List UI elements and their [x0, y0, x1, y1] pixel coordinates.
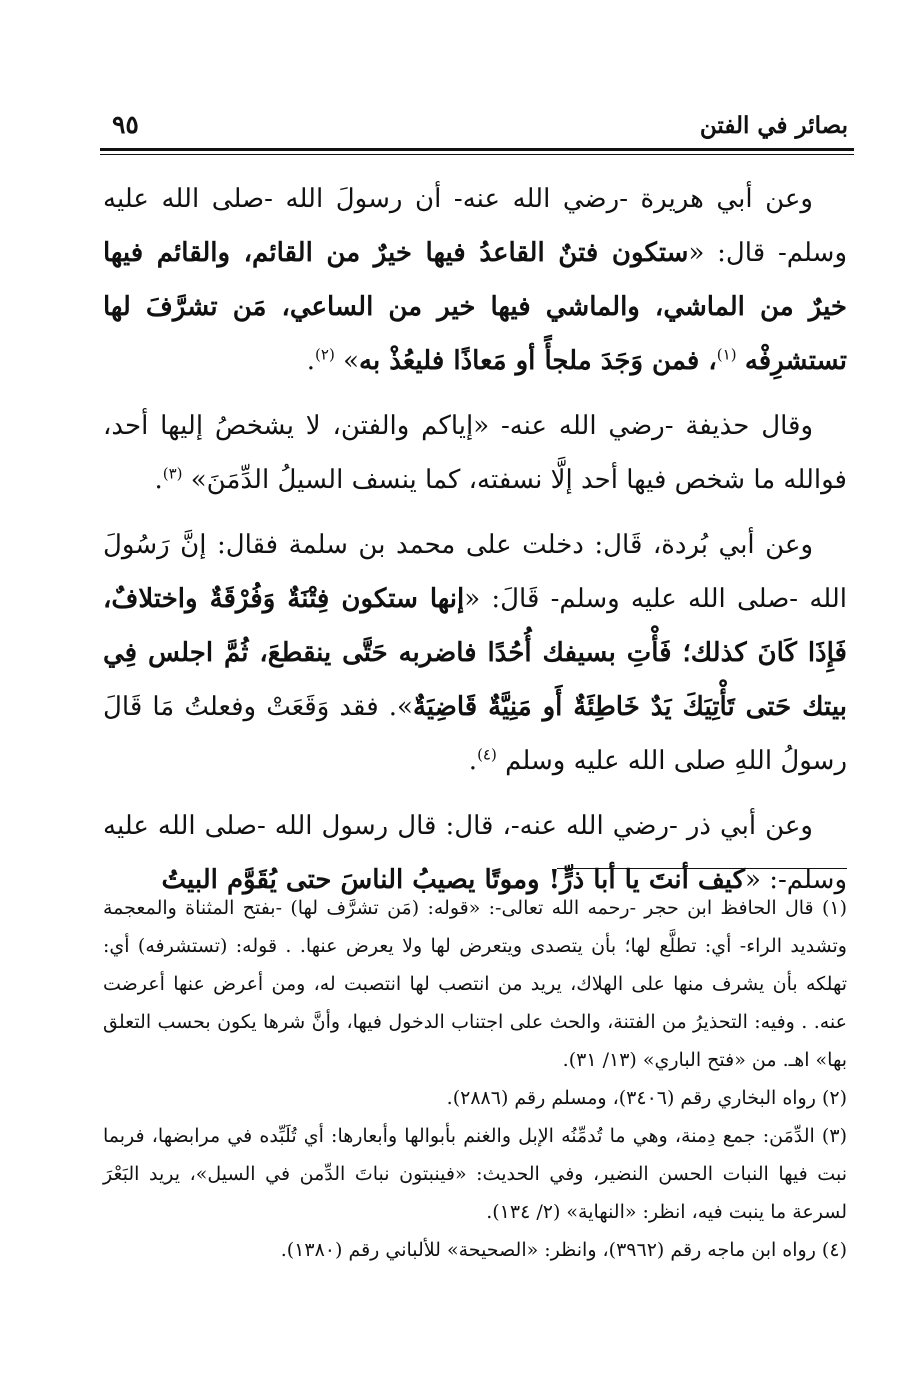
hadith-text: ستكون فتنٌ القاعدُ فيها خيرٌ من القائم، والقائم فيها خيرٌ من الماشي، والماشي فيها خير من الساعي، مَن تشرَّفَ لها تستشرِفْه — [103, 238, 847, 376]
paragraph-abu-burdah — [103, 518, 847, 788]
text: » — [343, 346, 360, 376]
running-title: بصائر في الفتن — [699, 112, 848, 139]
hadith-text: كيف أنتَ يا أبا ذرٍّ! وموتًا يصيبُ الناسَ حتى يُقَوَّم البيتُ — [161, 865, 746, 895]
footnote-3: (٣) الدِّمَن: جمع دِمنة، وهي ما تُدمِّنُه الإبل والغنم بأبوالها وأبعارها: أي تُلَبِّده في مرابضها، فربما نبت فيها النبات الحسن النضير، وفي الحديث: «فينبتون نباتَ الدِّمن في السيل»، يريد البَعْرَ لسرعة ما ينبت فيه، انظر: «النهاية» (٢/ ١٣٤). — [103, 1125, 847, 1223]
footnote-separator — [557, 868, 847, 869]
footnote-reference: (١) — [716, 345, 737, 364]
paragraph-hudhayfah — [103, 399, 847, 507]
text: ». فقد وَقَعَتْ وفعلتُ مَا قَالَ رسولُ اللهِ صلى الله عليه وسلم — [103, 692, 847, 776]
text: وعن أبي هريرة -رضي الله عنه- أن رسولَ الله -صلى الله عليه وسلم- قال: « — [103, 184, 847, 268]
text: . — [306, 346, 316, 376]
footnote-1: (١) قال الحافظ ابن حجر -رحمه الله تعالى-: «قوله: (مَن تشرَّف لها) -بفتح المثناة والمعجمة وتشديد الراء- أي: تطلَّع لها؛ بأن يتصدى ويتعرض لها ولا يعرض عنها. . قوله: (تستشرفه) أي: تهلكه بأن يشرف منها على الهلاك، يريد من انتصب لها انتصبت له، ومن أعرض عنها أعرضت عنه. . وفيه: التحذيرُ من الفتنة، والحث على اجتناب الدخول فيها، وأنَّ شرها يكون بحسب التعلق بها» اهـ. من «فتح الباري» (١٣/ ٣١). — [103, 897, 847, 1071]
text: وعن أبي ذر -رضي الله عنه-، قال: قال رسول الله -صلى الله عليه وسلم-: « — [103, 811, 847, 895]
main-text — [103, 172, 847, 918]
hadith-text: ، فمن وَجَدَ ملجأً أو مَعاذًا فليعُذْ به — [359, 346, 717, 376]
page-number: ٩٥ — [112, 110, 139, 139]
text: . — [468, 746, 478, 776]
header-rule — [100, 148, 854, 155]
text: وقال حذيفة -رضي الله عنه- «إياكم والفتن، لا يشخصُ إليها أحد، فوالله ما شخص فيها أحد إلَّا نسفته، كما ينسف السيلُ الدِّمَنَ» — [103, 411, 847, 495]
footnote-2: (٢) رواه البخاري رقم (٣٤٠٦)، ومسلم رقم (٢٨٨٦). — [446, 1087, 847, 1109]
hadith-text: إنها ستكون فِتْنَةٌ وَفُرْقَةٌ واختلافٌ، فَإِذَا كَانَ كذلك؛ فَأْتِ بسيفك أُحُدًا فاضربه حَتَّى ينقطعَ، ثُمَّ اجلس فِي بيتك حَتى تَأْتِيَكَ يَدٌ خَاطِئَةٌ أَو مَنِيَّةٌ قَاضِيَةٌ — [103, 584, 847, 722]
footnote-reference: (٤) — [477, 745, 497, 764]
footnote-reference: (٢) — [315, 345, 335, 364]
footnote-4: (٤) رواه ابن ماجه رقم (٣٩٦٢)، وانظر: «الصحيحة» للألباني رقم (١٣٨٠). — [280, 1239, 847, 1261]
footnote-reference: (٣) — [162, 464, 183, 483]
text: وعن أبي بُردة، قَال: دخلت على محمد بن سلمة فقال: إنَّ رَسُولَ الله -صلى الله عليه وسلم- قَالَ: « — [103, 530, 848, 614]
text: . — [154, 465, 163, 495]
paragraph-abu-hurayrah — [103, 172, 847, 388]
footnotes — [103, 889, 847, 1269]
